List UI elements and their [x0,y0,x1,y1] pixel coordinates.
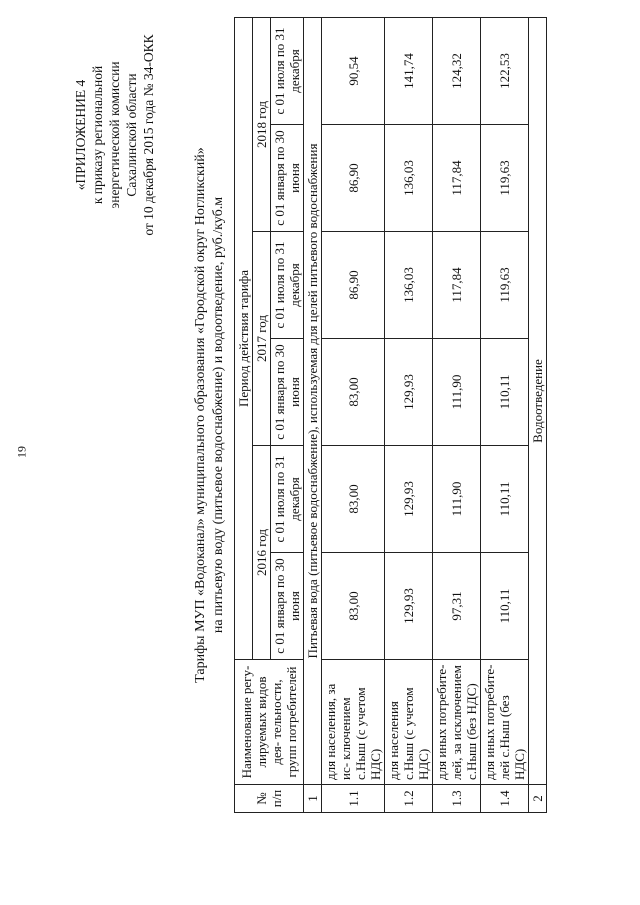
tariff-cell: 141,74 [385,17,433,124]
section-row [529,17,547,812]
tariff-cell: 117,84 [433,232,481,339]
table-row [385,17,433,812]
appendix-line: «ПРИЛОЖЕНИЕ 4 [73,79,88,191]
page-number: 19 [14,446,29,458]
tariff-cell: 90,54 [322,17,385,124]
tariff-cell: 117,84 [433,125,481,232]
tariff-cell: 97,31 [433,553,481,660]
document-title [192,20,228,810]
tariff-cell: 111,90 [433,446,481,553]
tariff-cell: 110,11 [481,446,529,553]
tariff-cell: 129,93 [385,553,433,660]
row-name: для населения с.Ныш (с учетом НДС) [385,660,433,785]
title-line-1: Тарифы МУП «Водоканал» муниципального образования «Городской округ Ногликский» [193,147,208,683]
row-number: 1.1 [322,785,385,813]
appendix-block [72,25,157,245]
section-number: 2 [529,785,547,813]
tariff-cell: 136,03 [385,125,433,232]
header-year-2017: 2017 год [253,232,271,446]
header-half-1: с 01 января по 30 июня [271,339,304,446]
tariff-cell: 119,63 [481,232,529,339]
appendix-line: энергетической комиссии [107,61,122,209]
section-title: Водоотведение [529,17,547,784]
row-name: для иных потребите- лей с.Ныш (без НДС) [481,660,529,785]
section-title: Питьевая вода (питьевое водоснабжение), используемая для целей питьевого водоснабжения [304,17,322,784]
row-name: для иных потребите- лей, за исключением с.Ныш (без НДС) [433,660,481,785]
tariff-cell: 110,11 [481,553,529,660]
tariff-cell: 110,11 [481,339,529,446]
row-number: 1.4 [481,785,529,813]
appendix-line: от 10 декабря 2015 года № 34-ОКК [141,34,156,236]
tariff-cell: 111,90 [433,339,481,446]
tariff-cell: 129,93 [385,339,433,446]
tariff-cell: 83,00 [322,339,385,446]
tariff-cell: 136,03 [385,232,433,339]
header-year-2016: 2016 год [253,446,271,660]
header-half-2: с 01 июля по 31 декабря [271,232,304,339]
tariff-cell: 124,32 [433,17,481,124]
title-line-2: на питьевую воду (питьевое водоснабжение) и водоотведение, руб./куб.м [211,196,226,634]
tariff-table [234,17,547,813]
header-half-2: с 01 июля по 31 декабря [271,446,304,553]
tariff-cell: 86,90 [322,125,385,232]
tariff-cell: 83,00 [322,446,385,553]
tariff-cell: 122,53 [481,17,529,124]
header-half-2: с 01 июля по 31 декабря [271,17,304,124]
row-number: 1.3 [433,785,481,813]
row-name: для населения, за ис- ключением с.Ныш (с учетом НДС) [322,660,385,785]
table-row [322,17,385,812]
tariff-cell: 83,00 [322,553,385,660]
header-name: Наименование регу- лируемых видов дея- тельности, групп потребителей [235,660,304,785]
section-row [304,17,322,812]
header-number: № п/п [235,785,304,813]
table-row [481,17,529,812]
tariff-cell: 129,93 [385,446,433,553]
appendix-line: Сахалинской области [124,73,139,197]
section-number: 1 [304,785,322,813]
header-period: Период действия тарифа [235,17,253,659]
table-row [433,17,481,812]
header-half-1: с 01 января по 30 июня [271,553,304,660]
header-half-1: с 01 января по 30 июня [271,125,304,232]
tariff-cell: 86,90 [322,232,385,339]
row-number: 1.2 [385,785,433,813]
tariff-cell: 119,63 [481,125,529,232]
appendix-line: к приказу региональной [90,65,105,205]
header-year-2018: 2018 год [253,17,271,231]
